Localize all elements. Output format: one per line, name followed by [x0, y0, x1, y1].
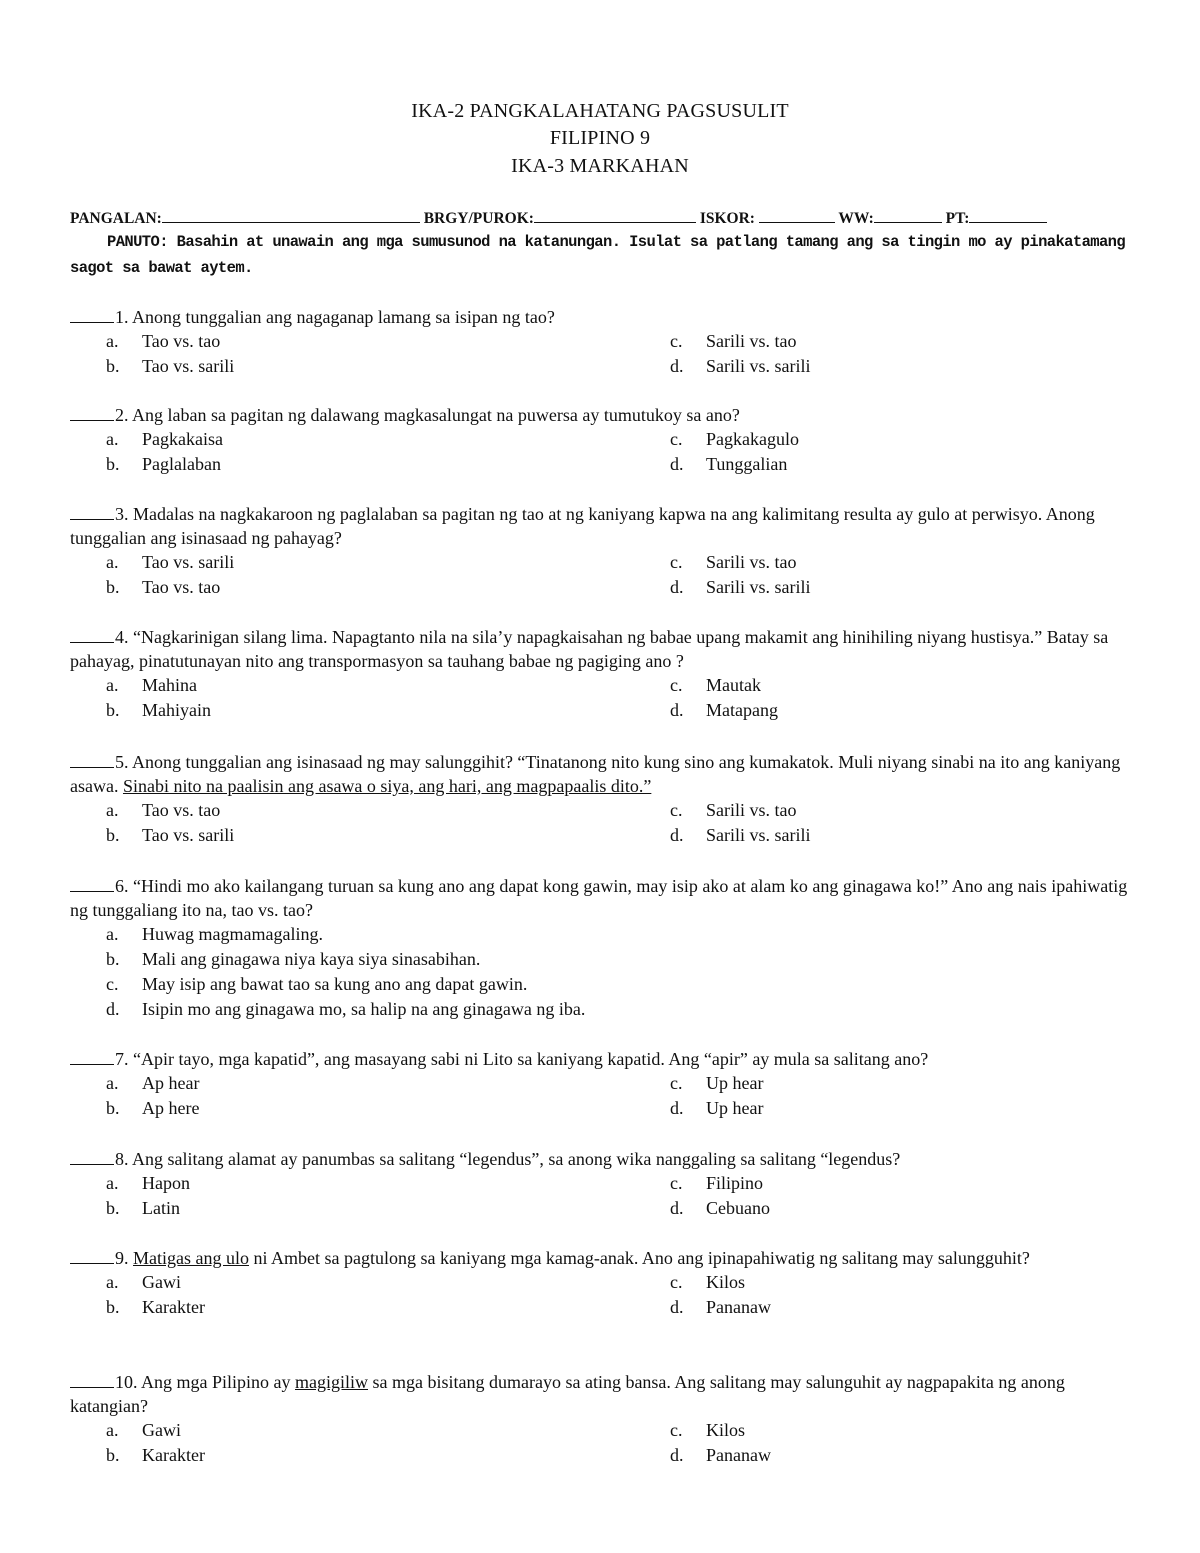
option-b: b. Karakter [106, 1445, 205, 1465]
option-b: b. Tao vs. sarili [106, 825, 235, 845]
question-stem: 4. “Nagkarinigan silang lima. Napagtanto nila na sila’y napagkaisahan ng babae upang makamit ang hinihiling niyang hustisya.” Batay sa pahayag, pinatutunayan nito ang transpormasyon sa tauhang babae ng pagiging ano ? [70, 627, 1109, 671]
subject-title: FILIPINO 9 [549, 127, 651, 149]
question-2 [70, 403, 1130, 477]
name-label: PANGALAN: [70, 210, 162, 227]
instructions: PANUTO: Basahin at unawain ang mga sumusunod na katanungan. Isulat sa patlang tamang ang sa tingin mo ay pinakatamang sagot sa bawat aytem. [70, 233, 1126, 277]
options [70, 673, 1130, 723]
underlined-phrase: Sinabi nito na paalisin ang asawa o siya, ang hari, ang magpapaalis dito.” [122, 776, 652, 796]
answer-blank[interactable] [70, 1247, 114, 1264]
answer-blank[interactable] [70, 404, 114, 421]
option-c: c. Kilos [670, 1272, 746, 1292]
option-b: b. Tao vs. tao [106, 577, 221, 597]
option-a: a. Gawi [106, 1272, 181, 1292]
option-b: b. Latin [106, 1198, 180, 1218]
ww-blank[interactable] [874, 208, 942, 223]
option-b: b. Karakter [106, 1297, 205, 1317]
ww-label: WW: [838, 210, 874, 227]
option-a: a. Pagkakaisa [106, 429, 223, 449]
options [70, 329, 1130, 379]
pt-blank[interactable] [969, 208, 1047, 223]
answer-blank[interactable] [70, 875, 114, 892]
question-stem: 6. “Hindi mo ako kailangang turuan sa kung ano ang dapat kong gawin, may isip ako at alam ko ang ginagawa ko!” Ano ang nais ipahiwatig ng tunggaliang ito na, tao vs. tao? [70, 876, 1128, 920]
question-stem: 5. Anong tunggalian ang isinasaad ng may salunggihit? “Tinatanong nito kung sino ang kumakatok. Muli niyang sinabi na ito ang kaniyang asawa. Sinabi nito na paalisin ang asawa o siya, ang hari, ang magpapaalis dito.” [70, 752, 1121, 796]
question-3 [70, 502, 1130, 600]
option-a: a. Hapon [106, 1173, 190, 1193]
question-stem: 2. Ang laban sa pagitan ng dalawang magkasalungat na puwersa ay tumutukoy sa ano? [70, 403, 1130, 427]
options [70, 427, 1130, 477]
option-c: c. Up hear [670, 1073, 764, 1093]
question-10 [70, 1370, 1130, 1468]
option-c: c. Sarili vs. tao [670, 331, 797, 351]
answer-blank[interactable] [70, 1048, 114, 1065]
question-9 [70, 1246, 1130, 1320]
option-b: b. Paglalaban [106, 454, 221, 474]
options [70, 1418, 1130, 1468]
option-c: c. Pagkakagulo [670, 429, 799, 449]
option-d: d. Sarili vs. sarili [670, 356, 811, 376]
options [70, 922, 1130, 1022]
options [70, 1270, 1130, 1320]
student-info-row [70, 208, 1130, 228]
pt-label: PT: [945, 210, 970, 227]
name-blank[interactable] [162, 208, 420, 223]
option-c: c. Sarili vs. tao [670, 800, 797, 820]
question-stem: 7. “Apir tayo, mga kapatid”, ang masayang sabi ni Lito sa kaniyang kapatid. Ang “apir” ay mula sa salitang ano? [70, 1047, 1130, 1071]
option-a: a. Mahina [106, 675, 197, 695]
options [70, 1071, 1130, 1121]
question-stem: 3. Madalas na nagkakaroon ng paglalaban sa pagitan ng tao at ng kaniyang kapwa na ang kalimitang resulta ay gulo at perwisyo. Anong tunggalian ang isinasaad ng pahayag? [70, 504, 1095, 548]
question-8 [70, 1147, 1130, 1221]
option-b: b. Ap here [106, 1098, 200, 1118]
option-d: d. Pananaw [670, 1445, 771, 1465]
question-5 [70, 750, 1130, 848]
option-c: c. Mautak [670, 675, 761, 695]
option-d: d. Cebuano [670, 1198, 770, 1218]
quarter-title: IKA-3 MARKAHAN [511, 155, 689, 177]
option-d: d. Matapang [670, 700, 778, 720]
answer-blank[interactable] [70, 626, 114, 643]
iskor-label: ISKOR: [699, 210, 755, 227]
brgy-label: BRGY/PUROK: [423, 210, 534, 227]
underlined-phrase: Matigas ang ulo [133, 1248, 249, 1268]
options [70, 798, 1130, 848]
question-1 [70, 305, 1130, 379]
option-c: c. Filipino [670, 1173, 764, 1193]
question-stem: 9. Matigas ang ulo ni Ambet sa pagtulong sa kaniyang mga kamag-anak. Ano ang ipinapahiwatig ng salitang may salungguhit? [70, 1246, 1130, 1270]
option-c: c. Sarili vs. tao [670, 552, 797, 572]
answer-blank[interactable] [70, 306, 114, 323]
options [70, 1171, 1130, 1221]
option-d: d. Sarili vs. sarili [670, 825, 811, 845]
answer-blank[interactable] [70, 1148, 114, 1165]
iskor-blank[interactable] [759, 208, 835, 223]
option-c: c. May isip ang bawat tao sa kung ano ang dapat gawin. [106, 974, 528, 994]
answer-blank[interactable] [70, 751, 114, 768]
question-6 [70, 874, 1130, 1022]
option-d: d. Isipin mo ang ginagawa mo, sa halip na ang ginagawa ng iba. [106, 999, 586, 1019]
exam-title: IKA-2 PANGKALAHATANG PAGSUSULIT [411, 100, 789, 122]
question-4 [70, 625, 1130, 723]
option-c: c. Kilos [670, 1420, 746, 1440]
underlined-word: magigiliw [295, 1372, 368, 1392]
option-a: a. Huwag magmamagaling. [106, 924, 323, 944]
brgy-blank[interactable] [534, 208, 696, 223]
option-b: b. Tao vs. sarili [106, 356, 235, 376]
option-a: a. Ap hear [106, 1073, 200, 1093]
option-d: d. Tunggalian [670, 454, 788, 474]
option-d: d. Sarili vs. sarili [670, 577, 811, 597]
options [70, 550, 1130, 600]
option-d: d. Up hear [670, 1098, 764, 1118]
question-stem: 10. Ang mga Pilipino ay magigiliw sa mga bisitang dumarayo sa ating bansa. Ang salitang may salunguhit ay nagpapakita ng anong katangian? [70, 1372, 1065, 1416]
option-a: a. Tao vs. sarili [106, 552, 235, 572]
answer-blank[interactable] [70, 1371, 114, 1388]
option-d: d. Pananaw [670, 1297, 771, 1317]
option-a: a. Tao vs. tao [106, 331, 221, 351]
option-b: b. Mali ang ginagawa niya kaya siya sinasabihan. [106, 949, 481, 969]
question-7 [70, 1047, 1130, 1121]
question-stem: 1. Anong tunggalian ang nagaganap lamang sa isipan ng tao? [70, 305, 1130, 329]
answer-blank[interactable] [70, 503, 114, 520]
option-b: b. Mahiyain [106, 700, 211, 720]
option-a: a. Tao vs. tao [106, 800, 221, 820]
option-a: a. Gawi [106, 1420, 181, 1440]
question-stem: 8. Ang salitang alamat ay panumbas sa salitang “legendus”, sa anong wika nanggaling sa salitang “legendus? [70, 1147, 1130, 1171]
